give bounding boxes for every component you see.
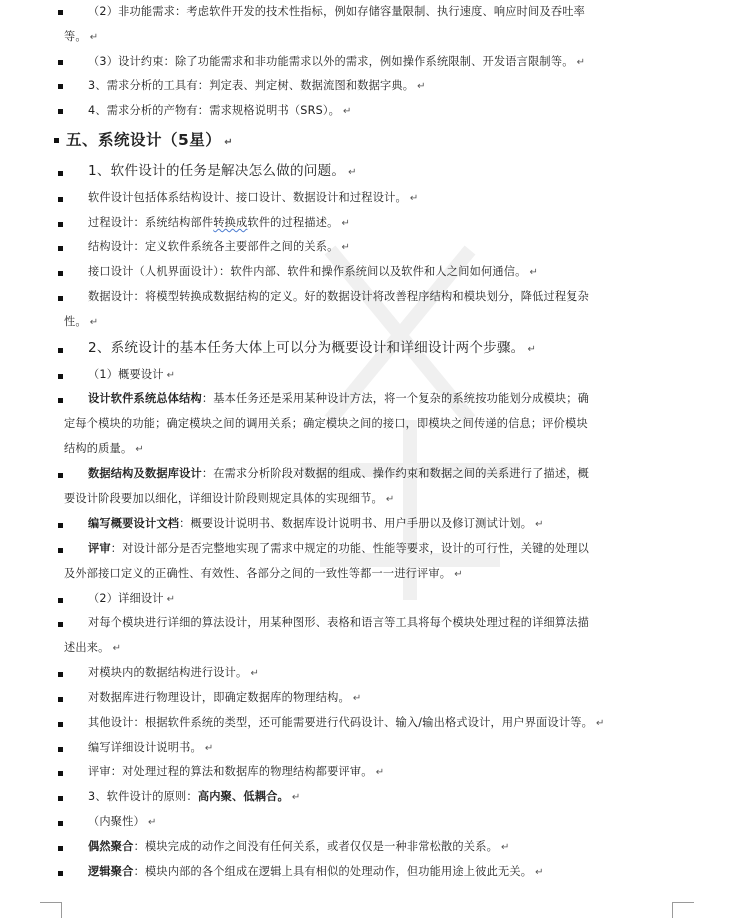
list-bullet	[58, 796, 63, 801]
list-bullet	[58, 473, 63, 478]
text-line: 数据结构及数据库设计：在需求分析阶段对数据的组成、操作约束和数据之间的关系进行了描述，概	[88, 467, 590, 480]
text-line: 数据设计：将模型转换成数据结构的定义。好的数据设计将改善程序结构和模块划分，降低过程复杂	[88, 290, 590, 303]
list-bullet	[58, 747, 63, 752]
text-line: 对数据库进行物理设计，即确定数据库的物理结构。 ↵	[88, 691, 362, 704]
list-bullet	[58, 672, 63, 677]
text-line: 编写详细设计说明书。 ↵	[88, 741, 214, 754]
text-line: 评审：对设计部分是否完整地实现了需求中规定的功能、性能等要求，设计的可行性，关键的处理以	[88, 542, 590, 555]
spellcheck-underline: 转换成	[213, 216, 248, 229]
text-line: 3、需求分析的工具有：判定表、判定树、数据流图和数据字典。 ↵	[88, 79, 426, 92]
text-line-continued: 及外部接口定义的正确性、有效性、各部分之间的一致性等都一一进行评审。 ↵	[64, 567, 463, 580]
page-corner-mark	[61, 902, 62, 918]
list-bullet	[58, 523, 63, 528]
list-bullet	[58, 398, 63, 403]
text-line-continued: 要设计阶段要加以细化，详细设计阶段则规定具体的实现细节。 ↵	[64, 492, 395, 505]
list-bullet	[58, 871, 63, 876]
list-bullet	[58, 622, 63, 627]
text-line: （1）概要设计 ↵	[88, 368, 176, 381]
text-line-continued: 结构的质量。 ↵	[64, 442, 144, 455]
text-line: 2、系统设计的基本任务大体上可以分为概要设计和详细设计两个步骤。 ↵	[88, 340, 537, 356]
page-corner-mark	[672, 902, 694, 903]
list-bullet	[58, 197, 63, 202]
text-line: （2）详细设计 ↵	[88, 592, 176, 605]
text-line: （内聚性） ↵	[88, 815, 157, 828]
list-bullet	[58, 846, 63, 851]
text-line: 结构设计：定义软件系统各主要部件之间的关系。 ↵	[88, 240, 351, 253]
text-line: （2）非功能需求：考虑软件开发的技术性指标，例如存储容量限制、执行速度、响应时间及吞吐率	[88, 5, 585, 18]
list-bullet	[58, 296, 63, 301]
list-bullet	[58, 548, 63, 553]
text-line: 逻辑聚合：模块内部的各个组成在逻辑上具有相似的处理动作，但功能用途上彼此无关。 ↵	[88, 865, 544, 878]
list-bullet	[58, 348, 63, 353]
list-bullet	[54, 138, 59, 143]
page-corner-mark	[672, 902, 673, 918]
list-bullet	[58, 10, 63, 15]
text-line: 过程设计：系统结构部件转换成软件的过程描述。 ↵	[88, 216, 351, 229]
list-bullet	[58, 60, 63, 65]
text-line: 接口设计（人机界面设计）：软件内部、软件和操作系统间以及软件和人之间如何通信。 ↵	[88, 265, 539, 278]
list-bullet	[58, 771, 63, 776]
text-line: 4、需求分析的产物有：需求规格说明书（SRS）。 ↵	[88, 104, 352, 117]
list-bullet	[58, 722, 63, 727]
text-line: 其他设计：根据软件系统的类型，还可能需要进行代码设计、输入/输出格式设计，用户界面设计等。 ↵	[88, 716, 605, 729]
text-line: 软件设计包括体系结构设计、接口设计、数据设计和过程设计。 ↵	[88, 191, 419, 204]
text-line: 对每个模块进行详细的算法设计，用某种图形、表格和语言等工具将每个模块处理过程的详细算法描	[88, 616, 590, 629]
text-line-continued: 等。 ↵	[64, 30, 99, 43]
page-corner-mark	[40, 902, 62, 903]
list-bullet	[58, 598, 63, 603]
section-heading: 五、系统设计（5星） ↵	[66, 131, 234, 149]
list-bullet	[58, 84, 63, 89]
list-bullet	[58, 222, 63, 227]
text-line-continued: 性。 ↵	[64, 315, 99, 328]
text-line: 对模块内的数据结构进行设计。 ↵	[88, 666, 260, 679]
list-bullet	[58, 109, 63, 114]
text-line-continued: 述出来。 ↵	[64, 641, 122, 654]
list-bullet	[58, 821, 63, 826]
list-bullet	[58, 171, 63, 176]
list-bullet	[58, 271, 63, 276]
text-line: 1、软件设计的任务是解决怎么做的问题。 ↵	[88, 163, 357, 179]
text-line: （3）设计约束：除了功能需求和非功能需求以外的需求，例如操作系统限制、开发语言限制等。 ↵	[88, 55, 586, 68]
text-line: 评审：对处理过程的算法和数据库的物理结构都要评审。 ↵	[88, 765, 385, 778]
list-bullet	[58, 246, 63, 251]
text-line-continued: 定每个模块的功能；确定模块之间的调用关系；确定模块之间的接口，即模块之间传递的信息；评价模块	[64, 417, 588, 430]
list-bullet	[58, 697, 63, 702]
text-line: 编写概要设计文档：概要设计说明书、数据库设计说明书、用户手册以及修订测试计划。 ↵	[88, 517, 544, 530]
text-line: 3、软件设计的原则：高内聚、低耦合。 ↵	[88, 790, 301, 803]
text-line: 偶然聚合：模块完成的动作之间没有任何关系，或者仅仅是一种非常松散的关系。 ↵	[88, 840, 510, 853]
text-line: 设计软件系统总体结构：基本任务还是采用某种设计方法，将一个复杂的系统按功能划分成模块；确	[88, 392, 590, 405]
list-bullet	[58, 374, 63, 379]
